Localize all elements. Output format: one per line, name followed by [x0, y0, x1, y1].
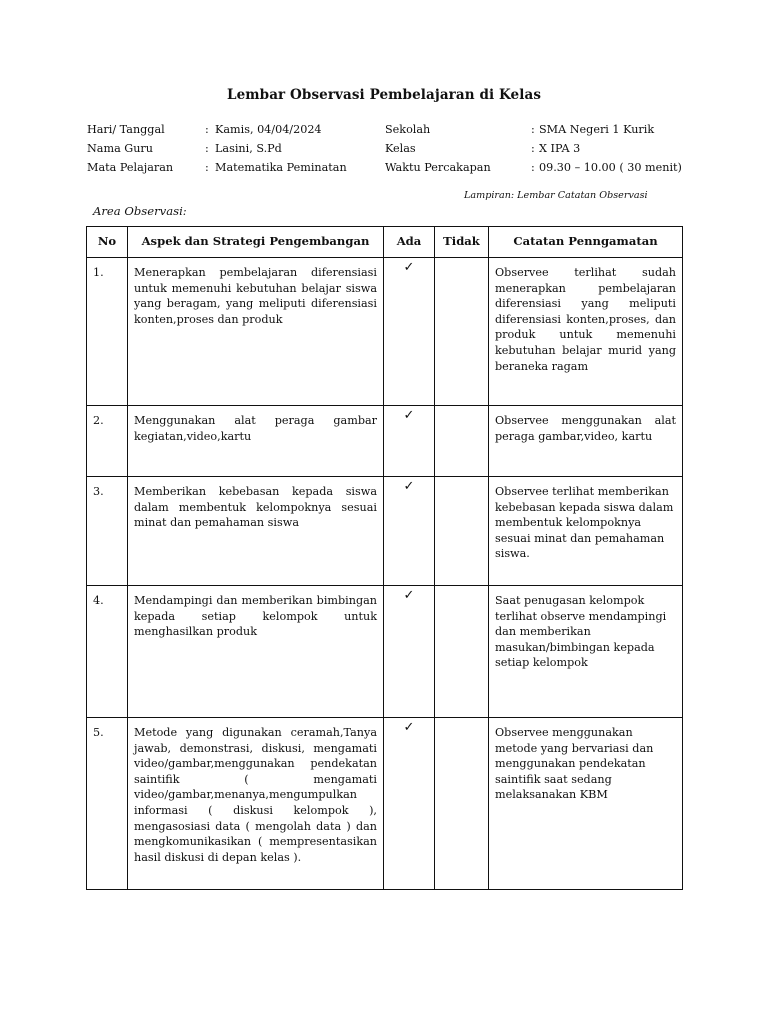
tidak-cell: [435, 586, 489, 718]
header-no: No: [87, 227, 128, 258]
info-value: X IPA 3: [539, 142, 581, 155]
ada-check-icon: ✓: [384, 258, 435, 406]
ada-check-icon: ✓: [384, 477, 435, 586]
info-row-time: [385, 160, 682, 179]
info-left: [87, 122, 347, 179]
table-row: [87, 477, 683, 586]
info-separator: :: [205, 123, 209, 136]
row-number: 3.: [87, 477, 128, 586]
observation-table: [86, 226, 683, 890]
area-label: Area Observasi:: [93, 204, 187, 218]
info-label: Hari/ Tanggal: [87, 123, 165, 136]
info-row-class: [385, 141, 682, 160]
info-row-teacher: [87, 141, 347, 160]
header-tidak: Tidak: [435, 227, 489, 258]
tidak-cell: [435, 258, 489, 406]
info-separator: :: [531, 142, 535, 155]
info-label: Kelas: [385, 142, 416, 155]
info-value: SMA Negeri 1 Kurik: [539, 123, 655, 136]
ada-check-icon: ✓: [384, 718, 435, 890]
info-separator: :: [531, 161, 535, 174]
info-label: Sekolah: [385, 123, 431, 136]
row-aspek: Memberikan kebebasan kepada siswa dalam membentuk kelompoknya sesuai minat dan pemahaman siswa: [128, 477, 384, 586]
info-label: Mata Pelajaran: [87, 161, 174, 174]
info-row-date: [87, 122, 347, 141]
info-separator: :: [205, 142, 209, 155]
header-ada: Ada: [384, 227, 435, 258]
info-label: Nama Guru: [87, 142, 153, 155]
row-aspek: Menerapkan pembelajaran diferensiasi untuk memenuhi kebutuhan belajar siswa yang beragam, yang meliputi diferensiasi konten,proses dan produk: [128, 258, 384, 406]
header-catatan: Catatan Penngamatan: [489, 227, 683, 258]
row-catatan: Observee menggunakan metode yang bervariasi dan menggunakan pendekatan saintifik saat sedang melaksanakan KBM: [489, 718, 683, 890]
tidak-cell: [435, 718, 489, 890]
row-catatan: Observee terlihat memberikan kebebasan kepada siswa dalam membentuk kelompoknya sesuai minat dan pemahaman siswa.: [489, 477, 683, 586]
info-value: Kamis, 04/04/2024: [215, 123, 322, 136]
info-label: Waktu Percakapan: [385, 161, 491, 174]
row-number: 1.: [87, 258, 128, 406]
row-aspek: Menggunakan alat peraga gambar kegiatan,video,kartu: [128, 406, 384, 477]
info-separator: :: [531, 123, 535, 136]
info-separator: :: [205, 161, 209, 174]
ada-check-icon: ✓: [384, 586, 435, 718]
info-value: Matematika Peminatan: [215, 161, 347, 174]
table-row: [87, 258, 683, 406]
info-right: [385, 122, 682, 179]
attachment-note: Lampiran: Lembar Catatan Observasi: [464, 190, 648, 201]
row-number: 5.: [87, 718, 128, 890]
info-row-subject: [87, 160, 347, 179]
ada-check-icon: ✓: [384, 406, 435, 477]
row-number: 2.: [87, 406, 128, 477]
header-aspek: Aspek dan Strategi Pengembangan: [128, 227, 384, 258]
table-header-row: [87, 227, 683, 258]
table-row: [87, 406, 683, 477]
info-value: 09.30 – 10.00 ( 30 menit): [539, 161, 682, 174]
info-value: Lasini, S.Pd: [215, 142, 282, 155]
row-catatan: Observee terlihat sudah menerapkan pembelajaran diferensiasi yang meliputi diferensiasi konten,proses, dan produk untuk memenuhi kebutuhan belajar murid yang beraneka ragam: [489, 258, 683, 406]
row-catatan: Observee menggunakan alat peraga gambar,video, kartu: [489, 406, 683, 477]
row-aspek: Mendampingi dan memberikan bimbingan kepada setiap kelompok untuk menghasilkan produk: [128, 586, 384, 718]
table-row: [87, 586, 683, 718]
tidak-cell: [435, 477, 489, 586]
info-row-school: [385, 122, 682, 141]
row-aspek: Metode yang digunakan ceramah,Tanya jawab, demonstrasi, diskusi, mengamati video/gambar,menggunakan pendekatan saintifik ( mengamati video/gambar,menanya,mengumpulkan informasi ( diskusi kelompok ), mengasosiasi data ( mengolah data ) dan mengkomunikasikan ( mempresentasikan hasil diskusi di depan kelas ).: [128, 718, 384, 890]
tidak-cell: [435, 406, 489, 477]
table-row: [87, 718, 683, 890]
page-title: Lembar Observasi Pembelajaran di Kelas: [226, 87, 542, 103]
row-catatan: Saat penugasan kelompok terlihat observe mendampingi dan memberikan masukan/bimbingan kepada setiap kelompok: [489, 586, 683, 718]
row-number: 4.: [87, 586, 128, 718]
